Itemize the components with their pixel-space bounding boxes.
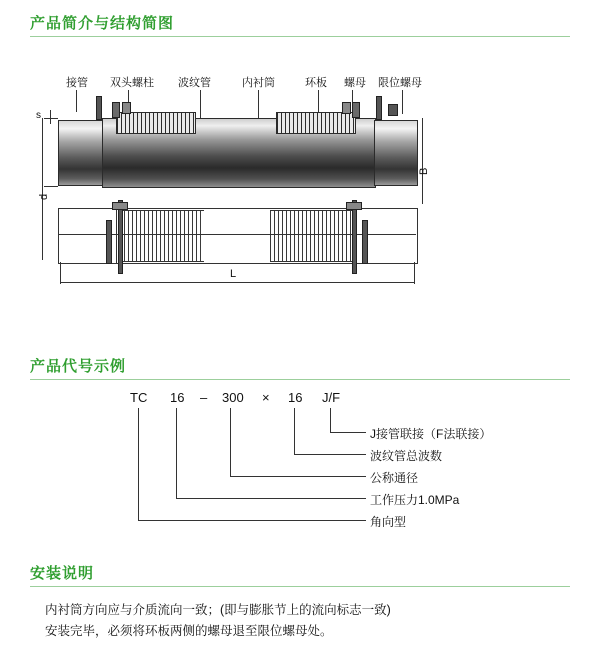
limit-nut-top: [388, 104, 398, 116]
dimension-s-line: [50, 110, 51, 124]
code-token-connection: J/F: [322, 390, 341, 405]
code-leader-diameter: [230, 408, 231, 476]
code-leader-model: [138, 408, 139, 520]
code-leader-waves: [294, 408, 295, 454]
dimension-d-line: [42, 118, 43, 260]
pipe-left-end: [58, 120, 104, 186]
dimension-B-line: [422, 118, 423, 204]
dimension-d: d: [38, 193, 50, 200]
section-divider-structure: [30, 36, 570, 37]
code-connector-diameter: [230, 476, 366, 477]
code-token-model: TC: [130, 390, 148, 405]
lower-bellows-left: [120, 210, 204, 262]
lower-stud-right: [352, 200, 357, 274]
section-title-structure: 产品简介与结构简图: [30, 15, 175, 32]
dimension-L-left-tick: [60, 262, 61, 284]
code-token-dash: –: [200, 390, 208, 405]
code-leader-pressure: [176, 408, 177, 498]
dimension-B: B: [418, 167, 430, 175]
lower-limit-nut-right: [362, 220, 368, 264]
code-desc-pressure: 工作压力1.0MPa: [370, 493, 460, 507]
install-line-2: 安装完毕，必须将环板两侧的螺母退至限位螺母处。: [45, 624, 333, 638]
install-line-1: 内衬筒方向应与介质流向一致；(即与膨胀节上的流向标志一致): [45, 603, 391, 617]
section-divider-code: [30, 379, 570, 380]
leader-line-1: [76, 90, 77, 112]
code-token-times: ×: [262, 390, 270, 405]
nut-left: [122, 102, 131, 114]
lower-nut-left: [112, 202, 128, 210]
callout-label-shuangtou-luozhu: 双头螺柱: [110, 77, 154, 89]
pipe-right-end: [374, 120, 418, 186]
leader-line-7: [402, 90, 403, 114]
ring-plate-left: [112, 102, 120, 118]
callout-label-xianwei-luomu: 限位螺母: [378, 77, 422, 89]
dimension-L-line: [60, 282, 414, 283]
callout-label-bowenguan: 波纹管: [178, 77, 211, 89]
code-connector-connection: [330, 432, 366, 433]
structure-diagram: [30, 60, 570, 300]
installation-instructions: [45, 600, 565, 642]
code-token-waves: 16: [288, 390, 303, 405]
callout-label-luomu: 螺母: [344, 77, 366, 89]
code-token-pressure: 16: [170, 390, 185, 405]
dimension-L-right-tick: [414, 262, 415, 284]
code-desc-diameter: 公称通径: [370, 471, 419, 485]
lower-bellows-right: [270, 210, 354, 262]
code-token-diameter: 300: [222, 390, 244, 405]
code-desc-model: 角向型: [370, 515, 407, 529]
bottom-edge-guide: [44, 186, 58, 187]
section-title-install: 安装说明: [30, 565, 95, 582]
code-connector-model: [138, 520, 366, 521]
bellows-left: [116, 112, 196, 134]
dimension-s: s: [36, 110, 41, 121]
stud-bolt-right: [376, 96, 382, 120]
code-desc-connection: J接管联接（F法联接）: [370, 427, 492, 441]
lower-stud-left: [118, 200, 123, 274]
top-edge-guide: [44, 118, 58, 119]
stud-bolt-left: [96, 96, 102, 120]
code-leader-connection: [330, 408, 331, 432]
bellows-right: [276, 112, 356, 134]
section-divider-install: [30, 586, 570, 587]
callout-label-neichentong: 内衬筒: [242, 77, 275, 89]
code-connector-waves: [294, 454, 366, 455]
product-code-diagram: [30, 390, 570, 570]
code-connector-pressure: [176, 498, 366, 499]
code-desc-waves: 波纹管总波数: [370, 449, 443, 463]
ring-plate-right: [352, 102, 360, 118]
dimension-L: L: [230, 268, 237, 280]
section-title-code: 产品代号示例: [30, 358, 127, 375]
callout-label-jieguan: 接管: [66, 77, 88, 89]
nut-right: [342, 102, 351, 114]
lower-nut-right: [346, 202, 362, 210]
callout-label-huanban: 环板: [305, 77, 327, 89]
lower-limit-nut-left: [106, 220, 112, 264]
